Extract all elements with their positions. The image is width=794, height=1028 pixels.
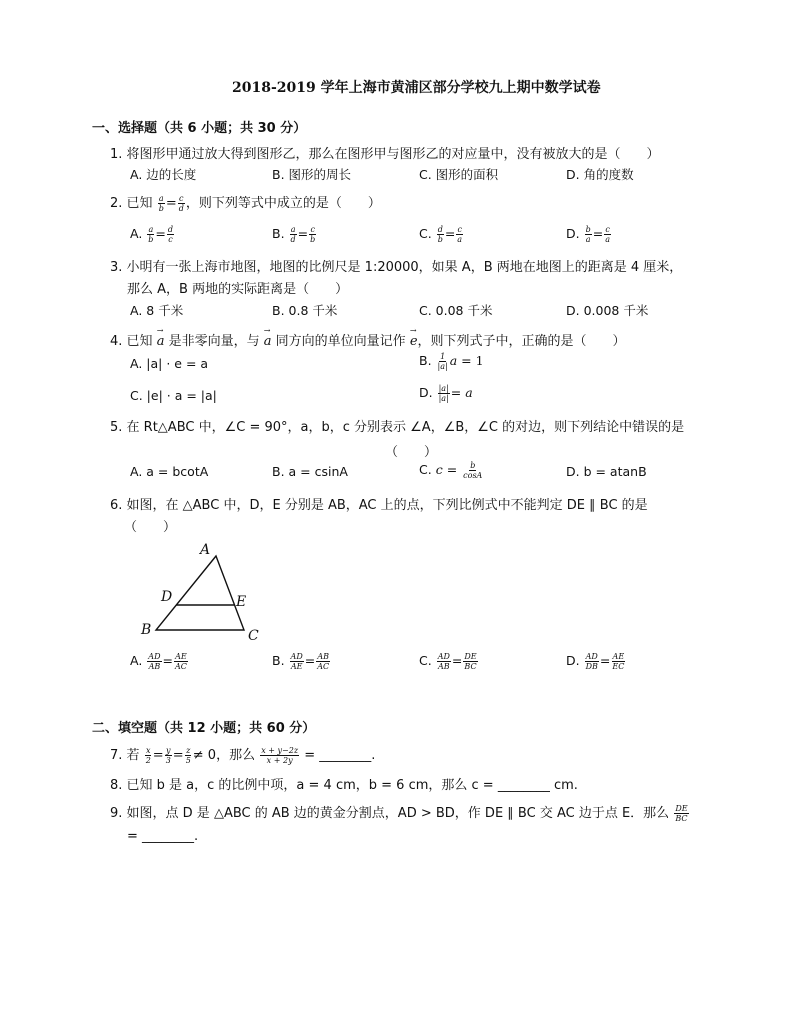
q6-option-c: C. $\frac{AD}{AB}$ = $\frac{DE}{BC}$ [419,652,477,671]
q2-option-c: C. $\frac{d}{b}$ = $\frac{c}{a}$ [419,225,463,244]
question-5-paren: （ ） [385,445,438,460]
question-7: 7. 若 $\frac{x}{2}$ = $\frac{y}{3}$ = $\frac{z}{5}$ ≠ 0，那么 $\frac{x + y-2z}{x + 2y}$ = ________. [110,746,376,765]
label-b: B [141,622,152,638]
q4-option-d: D. $\frac{|a|}{|a|}$ = a [419,384,473,403]
question-3-line1: 3. 小明有一张上海市地图，地图的比例尺是 1:20000，如果 A，B 两地在地图上的距离是 4 厘米， [110,260,683,275]
q5-option-a: A. a = bcotA [130,464,209,479]
question-8: 8. 已知 b 是 a，c 的比例中项，a = 4 cm，b = 6 cm，那么 c = ________ cm. [110,778,578,793]
label-a: A [200,542,211,558]
q5-option-b: B. a = csinA [272,464,348,479]
page-title: 2018-2019 学年上海市黄浦区部分学校九上期中数学试卷 [232,80,601,96]
section-heading-choice: 一、选择题（共 6 小题；共 30 分） [92,121,307,136]
question-5-line1: 5. 在 Rt△ABC 中，∠C = 90°，a，b，c 分别表示 ∠A，∠B，∠C 的对边，则下列结论中错误的是 [110,420,685,435]
label-e: E [236,594,247,610]
frac-c-d: $\frac{c}{d}$ [178,194,184,213]
question-6-line1: 6. 如图，在 △ABC 中，D，E 分别是 AB，AC 上的点，下列比例式中不能判定 DE ∥ BC 的是 [110,498,648,513]
q2-option-b: B. $\frac{a}{d}$ = $\frac{c}{b}$ [272,225,316,244]
question-9-line2: = ________. [127,829,199,844]
q4-option-a: A. |a| · e = a [130,356,209,371]
question-4: 4. 已知 → a 是非零向量，与 → a 同方向的单位向量记作 → e，则下列式子中，正确的是（ ） [110,330,626,349]
q3-option-d: D. 0.008 千米 [566,303,649,318]
q1-option-d: D. 角的度数 [566,167,634,182]
q3-option-b: B. 0.8 千米 [272,303,338,318]
q1-option-c: C. 图形的面积 [419,167,499,182]
q6-option-a: A. $\frac{AD}{AB}$ = $\frac{AE}{AC}$ [130,652,187,671]
question-6-paren: （ ） [124,520,177,535]
question-3-line2: 那么 A，B 两地的实际距离是（ ） [127,282,349,297]
q4-option-c: C. |e| · a = |a| [130,388,217,403]
q1-option-b: B. 图形的周长 [272,167,352,182]
q3-option-a: A. 8 千米 [130,303,184,318]
q5-option-d: D. b = atanB [566,464,647,479]
q3-option-c: C. 0.08 千米 [419,303,493,318]
q6-option-d: D. $\frac{AD}{DB}$ = $\frac{AE}{EC}$ [566,652,625,671]
q6-option-b: B. $\frac{AD}{AE}$ = $\frac{AB}{AC}$ [272,652,330,671]
q2-option-a: A. $\frac{a}{b}$ = $\frac{d}{c}$ [130,225,174,244]
question-1: 1. 将图形甲通过放大得到图形乙，那么在图形甲与图形乙的对应量中，没有被放大的是（ ） [110,147,660,162]
frac-a-b: $\frac{a}{b}$ [158,194,164,213]
section-heading-fill: 二、填空题（共 12 小题；共 60 分） [92,721,316,736]
triangle-figure [136,538,266,644]
label-d: D [161,589,173,605]
q1-option-a: A. 边的长度 [130,167,197,182]
q5-option-c: C. c = $\frac{b}{\cos A}$ [419,461,483,480]
q4-option-b: B. $\frac{1}{|a|}$ a = 1 [419,352,484,371]
label-c: C [248,628,259,644]
question-2: 2. 已知 $\frac{a}{b}$ = $\frac{c}{d}$ ，则下列等式中成立的是（ ） [110,194,381,213]
q2-option-d: D. $\frac{b}{a}$ = $\frac{c}{a}$ [566,225,610,244]
question-9-line1: 9. 如图，点 D 是 △ABC 的 AB 边的黄金分割点，AD > BD，作 DE ∥ BC 交 AC 边于点 E．那么 $\frac{DE}{BC}$ [110,804,688,823]
